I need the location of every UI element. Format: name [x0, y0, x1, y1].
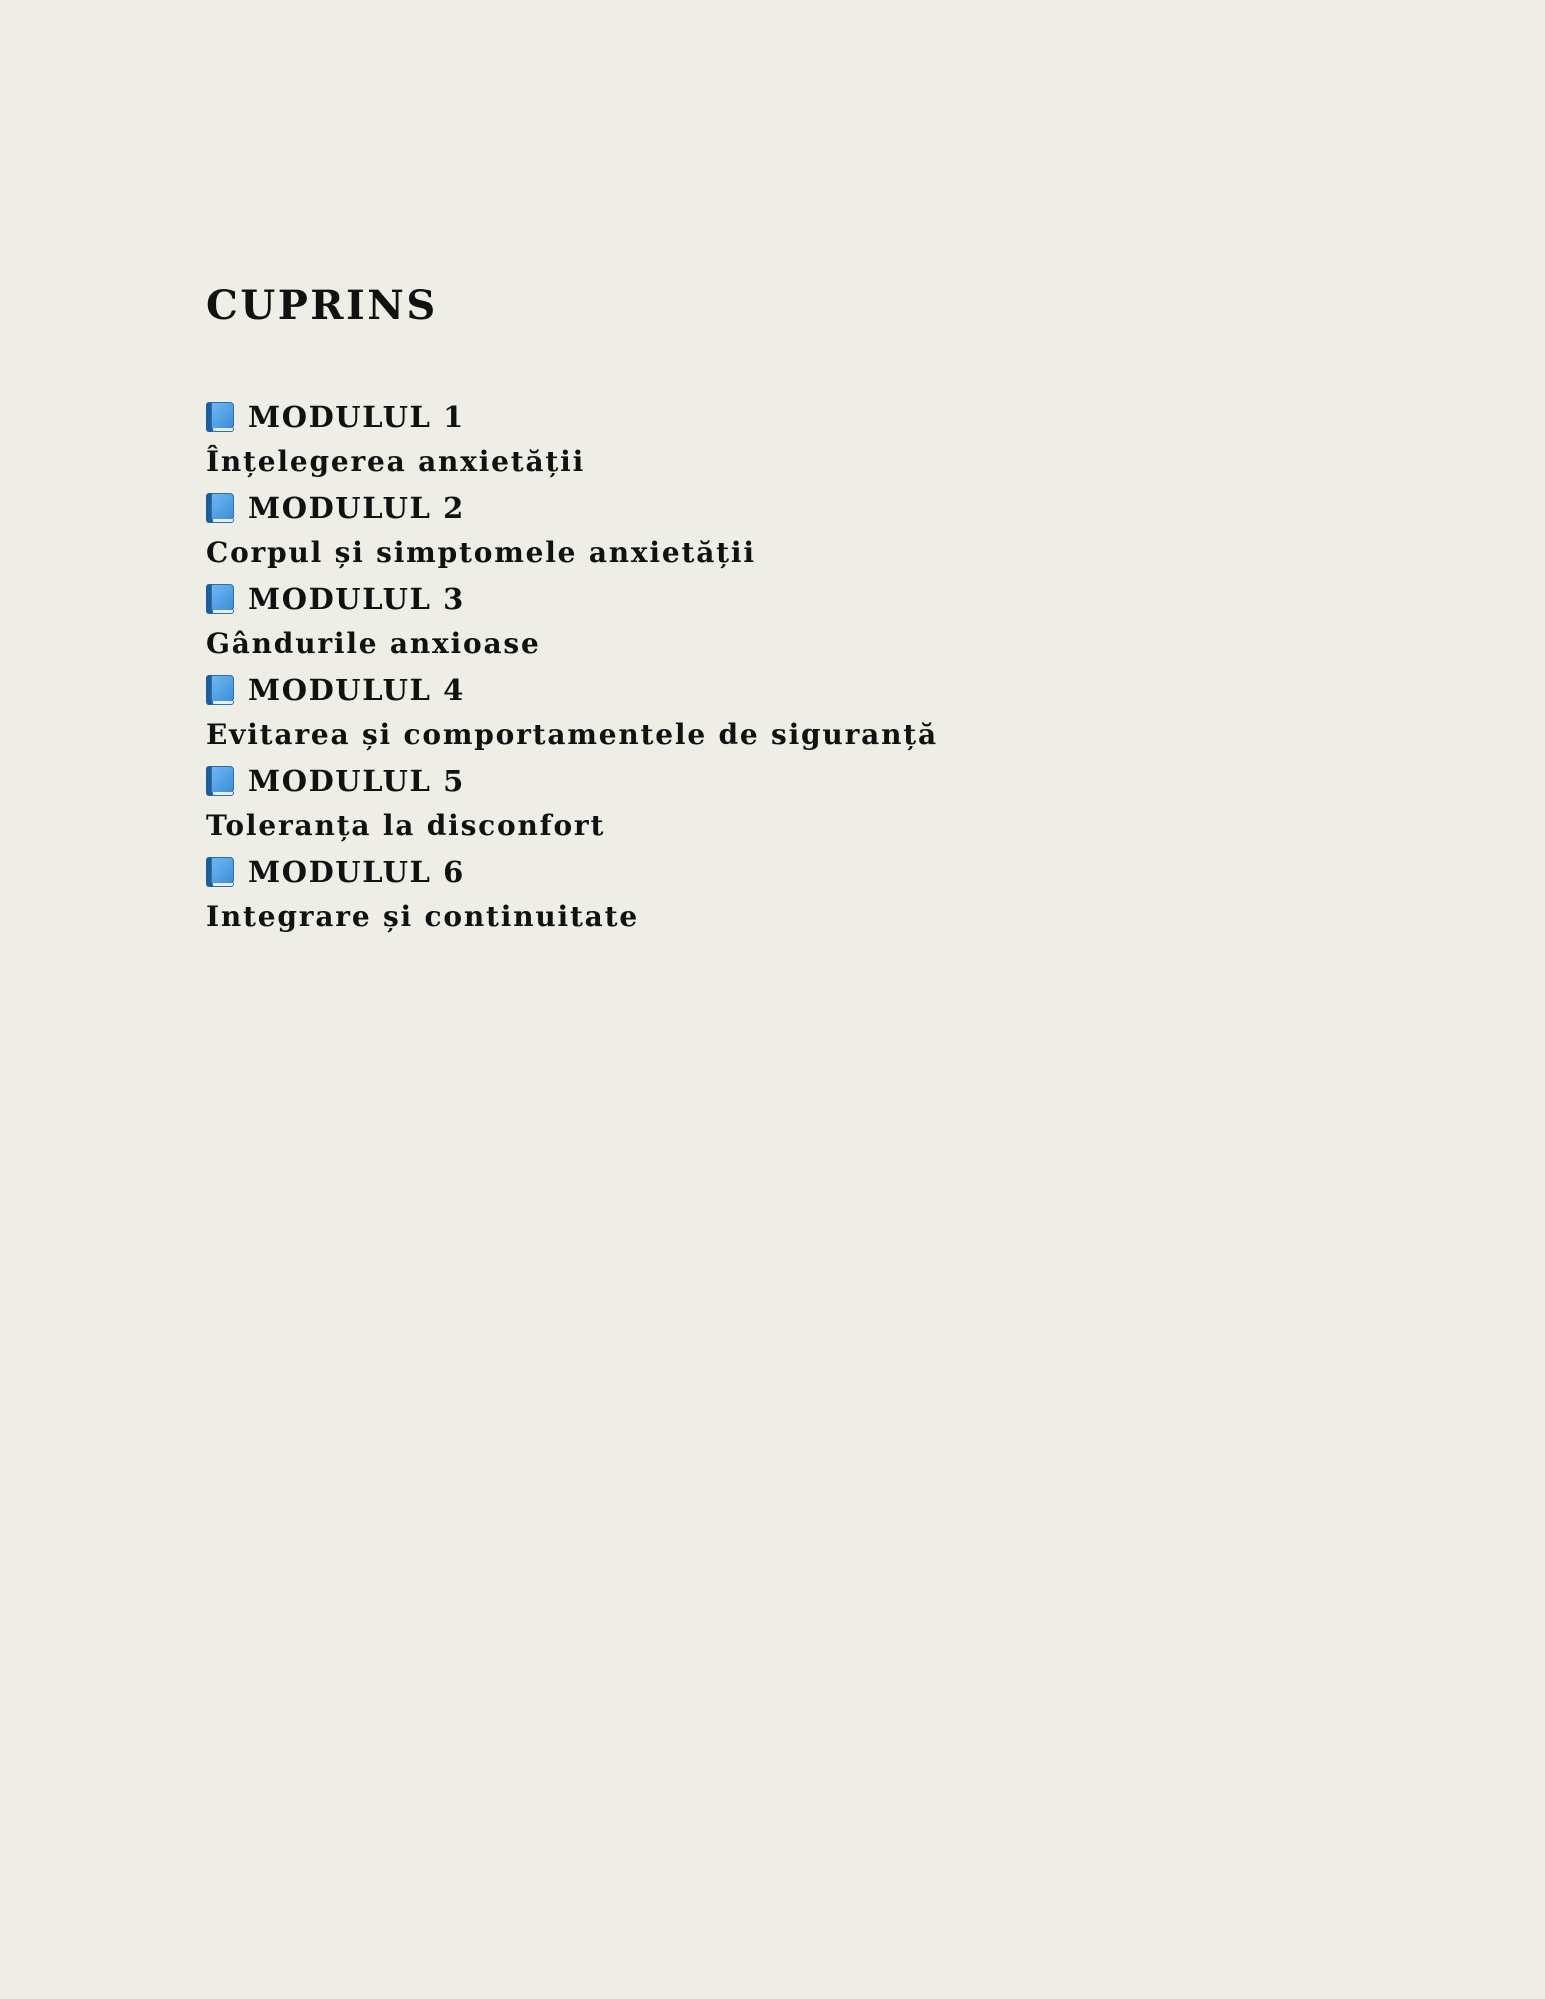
module-label: MODULUL 1 — [248, 399, 465, 434]
module-topic: Toleranța la disconfort — [206, 809, 606, 842]
blue-book-icon — [206, 493, 234, 523]
module-topic: Evitarea și comportamentele de siguranță — [206, 718, 938, 751]
module-topic: Integrare și continuitate — [206, 900, 639, 933]
blue-book-icon — [206, 402, 234, 432]
module-topic: Gândurile anxioase — [206, 627, 541, 660]
module-heading — [206, 667, 938, 712]
module-label: MODULUL 2 — [248, 490, 465, 525]
toc-title: CUPRINS — [206, 282, 438, 329]
module-label: MODULUL 6 — [248, 854, 465, 889]
blue-book-icon — [206, 857, 234, 887]
module-heading — [206, 849, 938, 894]
toc-list — [206, 394, 938, 940]
toc-entry-module-1 — [206, 394, 938, 485]
blue-book-icon — [206, 584, 234, 614]
module-topic: Înțelegerea anxietății — [206, 445, 586, 478]
toc-entry-module-6 — [206, 849, 938, 940]
module-heading — [206, 394, 938, 439]
toc-entry-module-4 — [206, 667, 938, 758]
blue-book-icon — [206, 675, 234, 705]
blue-book-icon — [206, 766, 234, 796]
module-label: MODULUL 4 — [248, 672, 465, 707]
module-label: MODULUL 5 — [248, 763, 465, 798]
module-heading — [206, 485, 938, 530]
toc-entry-module-3 — [206, 576, 938, 667]
toc-entry-module-2 — [206, 485, 938, 576]
module-topic: Corpul și simptomele anxietății — [206, 536, 756, 569]
module-heading — [206, 576, 938, 621]
module-label: MODULUL 3 — [248, 581, 465, 616]
module-heading — [206, 758, 938, 803]
toc-entry-module-5 — [206, 758, 938, 849]
